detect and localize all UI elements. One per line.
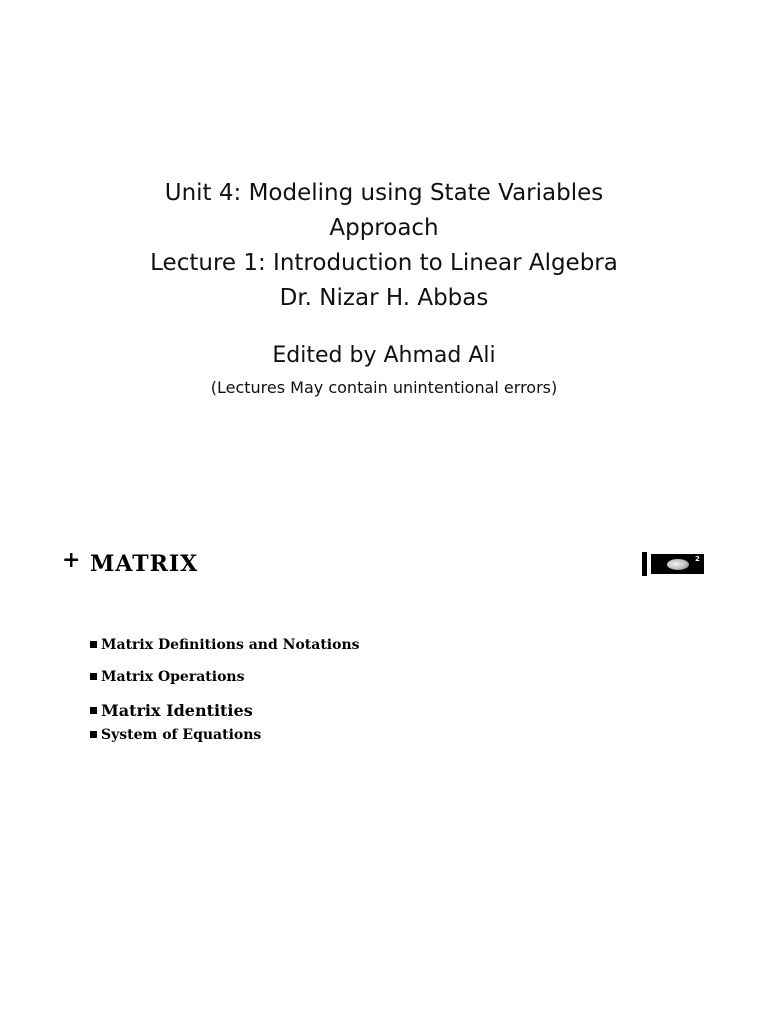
list-item — [90, 666, 360, 700]
bullet-square-icon — [90, 641, 97, 648]
unit-title-line: Unit 4: Modeling using State Variables — [164, 180, 604, 206]
unit-title-continuation-line: Approach — [329, 215, 439, 241]
bullet-square-icon — [90, 707, 97, 714]
logo-bar — [642, 552, 647, 576]
author-line: Dr. Nizar H. Abbas — [279, 285, 489, 311]
logo-blob-icon — [667, 559, 689, 570]
list-item-label: Matrix Definitions and Notations — [101, 637, 360, 653]
matrix-slide — [0, 512, 768, 1024]
list-item — [90, 700, 360, 726]
topic-list — [90, 634, 360, 752]
list-item — [90, 726, 360, 752]
logo-superscript: 2 — [695, 555, 700, 563]
logo-box — [651, 554, 704, 574]
list-item-label: Matrix Identities — [101, 701, 253, 720]
disclaimer-note: (Lectures May contain unintentional errors) — [210, 378, 558, 397]
plus-icon: + — [62, 547, 81, 573]
list-item-label: System of Equations — [101, 727, 262, 743]
lecture-title-block — [0, 176, 768, 316]
bullet-square-icon — [90, 673, 97, 680]
list-item — [90, 634, 360, 666]
lecture-title-line: Lecture 1: Introduction to Linear Algebra — [150, 250, 618, 276]
logo — [642, 552, 706, 576]
edited-by-line: Edited by Ahmad Ali — [272, 343, 496, 368]
bullet-square-icon — [90, 731, 97, 738]
slide-heading: MATRIX — [90, 551, 199, 577]
list-item-label: Matrix Operations — [101, 669, 245, 685]
